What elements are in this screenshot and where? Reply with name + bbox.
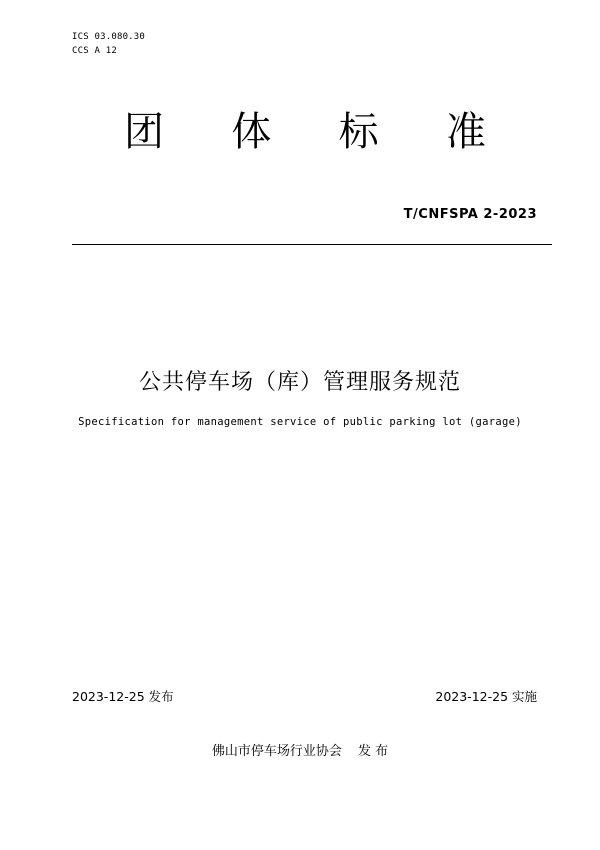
doc-type-char: 标: [338, 109, 379, 155]
classification-codes: [72, 30, 145, 58]
document-type-heading: [72, 104, 528, 160]
ics-code: ICS 03.080.30: [72, 32, 146, 42]
standard-number: T/CNFSPA 2-2023: [403, 207, 537, 222]
title-english: Specification for management service of public parking lot (garage): [78, 416, 522, 428]
header-divider: [72, 244, 552, 245]
issue-date: 2023-12-25 发布: [72, 689, 174, 704]
doc-type-char: 团: [124, 109, 164, 155]
doc-type-char: 准: [445, 109, 486, 155]
publisher-name: 佛山市停车场行业协会: [211, 744, 342, 759]
date-row: [72, 688, 537, 706]
publisher-action: 发 布: [357, 744, 389, 759]
ccs-code: CCS A 12: [72, 46, 117, 56]
title-chinese: 公共停车场（库）管理服务规范: [138, 370, 461, 395]
implementation-date: 2023-12-25 实施: [435, 689, 537, 704]
publisher-line: [0, 742, 600, 762]
doc-type-char: 体: [231, 109, 272, 155]
